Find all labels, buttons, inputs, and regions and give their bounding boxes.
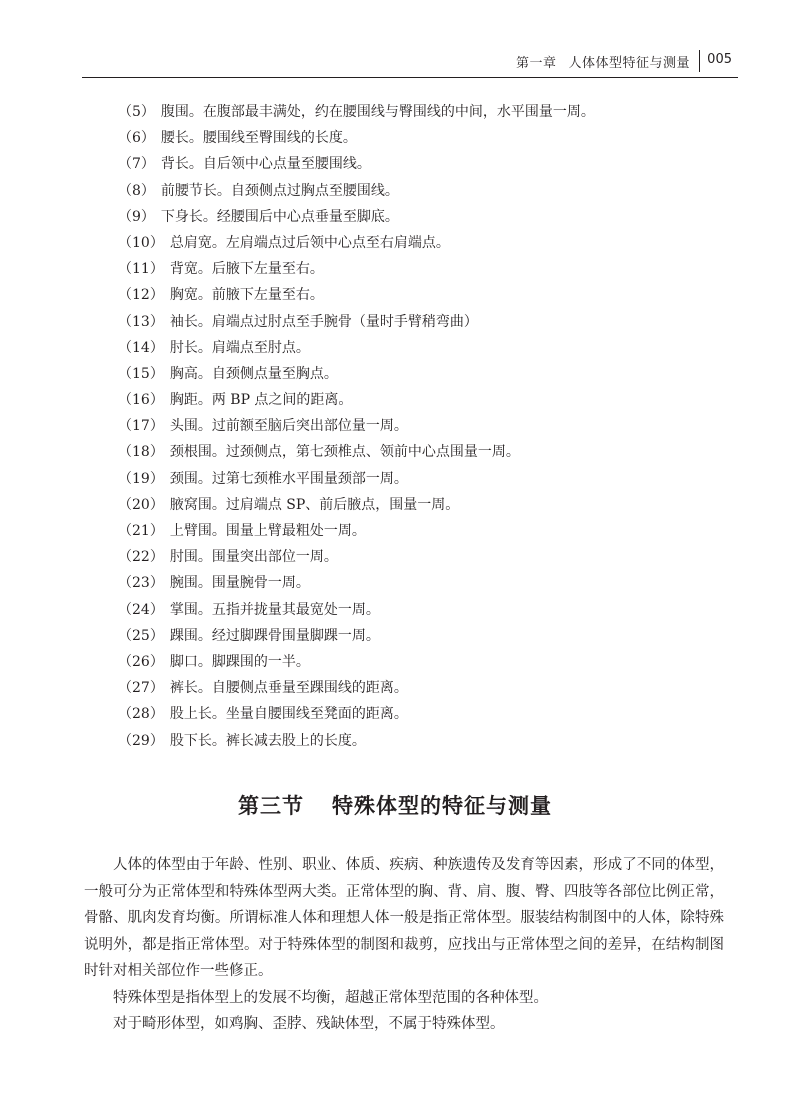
item-number: （28） xyxy=(118,706,164,723)
item-text: 胸高。自颈侧点量至胸点。 xyxy=(169,365,338,382)
measurement-item xyxy=(118,544,595,570)
item-text: 腹围。在腹部最丰满处，约在腰围线与臀围线的中间，水平围量一周。 xyxy=(160,104,595,120)
item-text: 踝围。经过脚踝骨围量脚踝一周。 xyxy=(169,627,380,644)
measurement-item xyxy=(118,256,595,282)
item-text: 袖长。肩端点过肘点至手腕骨（量时手臂稍弯曲） xyxy=(169,313,478,330)
measurement-item xyxy=(118,649,595,675)
paragraph: 对于畸形体型，如鸡胸、歪脖、残缺体型，不属于特殊体型。 xyxy=(113,1016,505,1032)
measurement-item xyxy=(118,518,595,544)
chapter-label: 第一章 xyxy=(515,56,557,71)
item-text: 肘长。肩端点至肘点。 xyxy=(169,339,310,356)
item-number: （19） xyxy=(118,470,164,487)
measurement-item xyxy=(118,675,595,701)
section-title: 特殊体型的特征与测量 xyxy=(332,794,552,818)
measurement-item xyxy=(118,623,595,649)
item-text: 脚口。脚踝围的一半。 xyxy=(169,653,310,670)
item-text: 胸距。两 BP 点之间的距离。 xyxy=(169,392,353,409)
item-number: （11） xyxy=(118,261,164,278)
item-text: 股下长。裤长减去股上的长度。 xyxy=(169,732,366,749)
measurement-item xyxy=(118,570,595,596)
measurement-item xyxy=(118,99,595,125)
item-number: （7） xyxy=(118,156,155,173)
item-number: （29） xyxy=(118,732,164,749)
measurement-item xyxy=(118,439,595,465)
item-number: （24） xyxy=(118,601,164,618)
item-text: 背长。自后领中心点量至腰围线。 xyxy=(160,156,371,173)
item-text: 腋窝围。过肩端点 SP、前后腋点，围量一周。 xyxy=(169,496,460,513)
measurement-item xyxy=(118,230,595,256)
item-number: （17） xyxy=(118,418,164,435)
item-number: （10） xyxy=(118,234,164,251)
item-number: （20） xyxy=(118,496,164,513)
item-text: 背宽。后腋下左量至右。 xyxy=(169,261,324,278)
item-text: 股上长。坐量自腰围线至凳面的距离。 xyxy=(169,706,408,723)
item-number: （5） xyxy=(118,104,155,120)
measurement-item xyxy=(118,701,595,727)
header-divider xyxy=(699,50,700,72)
item-number: （13） xyxy=(118,313,164,330)
measurement-item xyxy=(118,387,595,413)
item-text: 头围。过前额至脑后突出部位量一周。 xyxy=(169,418,408,435)
measurement-item xyxy=(118,597,595,623)
item-number: （22） xyxy=(118,549,164,566)
item-number: （27） xyxy=(118,680,164,697)
item-text: 掌围。五指并拢量其最宽处一周。 xyxy=(169,601,380,618)
item-text: 颈根围。过颈侧点，第七颈椎点、领前中心点围量一周。 xyxy=(169,444,520,461)
header-text xyxy=(516,52,690,71)
measurement-item xyxy=(118,335,595,361)
item-number: （12） xyxy=(118,287,164,304)
measurement-item xyxy=(118,178,595,204)
item-number: （16） xyxy=(118,392,164,409)
header-rule xyxy=(82,77,738,78)
item-number: （26） xyxy=(118,653,164,670)
measurement-item xyxy=(118,282,595,308)
item-text: 肘围。围量突出部位一周。 xyxy=(169,549,338,566)
section-heading xyxy=(0,790,790,820)
paragraph: 特殊体型是指体型上的发展不均衡，超越正常体型范围的各种体型。 xyxy=(113,989,548,1006)
item-text: 总肩宽。左肩端点过后领中心点至右肩端点。 xyxy=(169,234,450,251)
measurement-item xyxy=(118,151,595,177)
item-text: 上臂围。围量上臂最粗处一周。 xyxy=(169,523,366,539)
item-text: 胸宽。前腋下左量至右。 xyxy=(169,287,324,304)
item-text: 下身长。经腰围后中心点垂量至脚底。 xyxy=(160,208,399,225)
item-text: 腕围。围量腕骨一周。 xyxy=(169,575,310,592)
item-number: （23） xyxy=(118,575,164,592)
item-text: 腰长。腰围线至臀围线的长度。 xyxy=(160,130,357,147)
measurement-item xyxy=(118,492,595,518)
paragraph: 人体的体型由于年龄、性别、职业、体质、疾病、种族遗传及发育等因素，形成了不同的体型，一般可分为正常体型和特殊体型两大类。正常体型的胸、背、肩、腹、臀、四肢等各部位比例正常，骨骼、肌肉发育均衡。所谓标准人体和理想人体一般是指正常体型。服装结构制图中的人体，除特殊说明外，都是指正常体型。对于特殊体型的制图和裁剪，应找出与正常体型之间的差异，在结构制图时针对相关部位作一些修正。 xyxy=(84,857,724,979)
measurement-list xyxy=(118,99,595,754)
measurement-item xyxy=(118,125,595,151)
item-number: （8） xyxy=(118,182,155,199)
item-number: （21） xyxy=(118,523,164,539)
page-number: 005 xyxy=(707,52,732,67)
item-text: 颈围。过第七颈椎水平围量颈部一周。 xyxy=(169,470,408,487)
section-label: 第三节 xyxy=(238,794,304,818)
item-text: 裤长。自腰侧点垂量至踝围线的距离。 xyxy=(169,680,408,697)
measurement-item xyxy=(118,728,595,754)
running-header xyxy=(0,50,790,74)
chapter-title: 人体体型特征与测量 xyxy=(568,56,690,71)
item-number: （14） xyxy=(118,339,164,356)
item-number: （18） xyxy=(118,444,164,461)
item-number: （6） xyxy=(118,130,155,147)
measurement-item xyxy=(118,204,595,230)
measurement-item xyxy=(118,309,595,335)
item-number: （15） xyxy=(118,365,164,382)
item-number: （25） xyxy=(118,627,164,644)
measurement-item xyxy=(118,413,595,439)
section-body xyxy=(84,852,724,1038)
measurement-item xyxy=(118,361,595,387)
measurement-item xyxy=(118,466,595,492)
item-number: （9） xyxy=(118,208,155,225)
item-text: 前腰节长。自颈侧点过胸点至腰围线。 xyxy=(160,182,399,199)
